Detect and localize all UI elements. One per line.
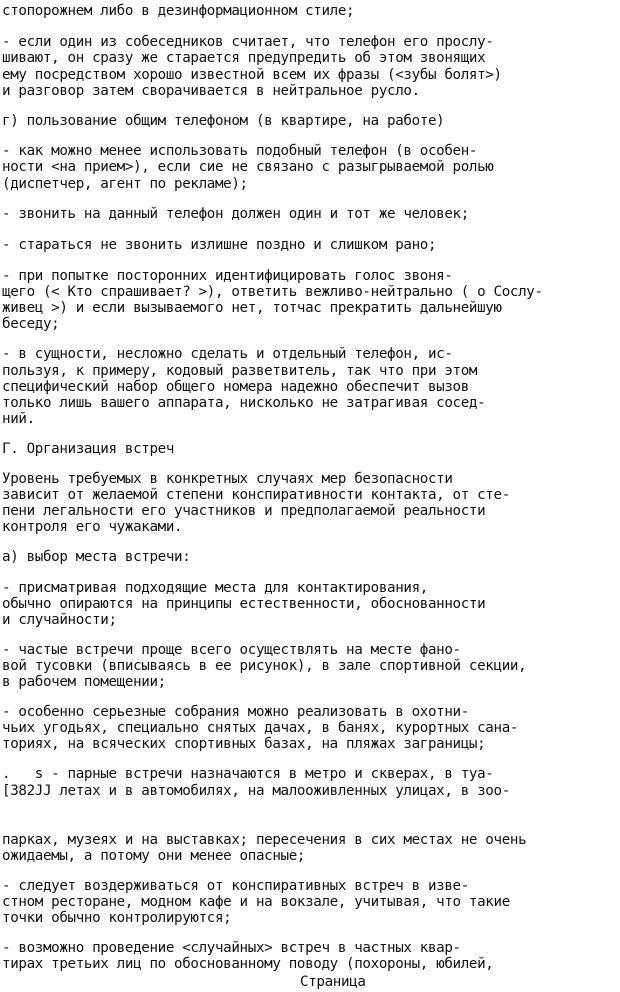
text-line: - частые встречи проще всего осуществлять на месте фано- xyxy=(2,642,461,658)
text-line: стном ресторане, модном кафе и на вокзале, учитывая, что такие xyxy=(2,894,510,910)
text-line: вой тусовки (вписываясь в ее рисунок), в зале спортивной секции, xyxy=(2,658,527,674)
text-line: пользуя, к примеру, кодовый разветвитель, так что при этом xyxy=(2,363,478,379)
text-line: ториях, на всяческих спортивных базах, на пляжах заграницы; xyxy=(2,736,486,752)
text-line: г) пользование общим телефоном (в квартире, на работе) xyxy=(2,113,445,129)
text-line: - присматривая подходящие места для контактирования, xyxy=(2,580,428,596)
text-line: контроля его чужаками. xyxy=(2,519,183,535)
text-line: ему посредством хорошо известной всем их фразы (<зубы болят>) xyxy=(2,67,502,83)
text-line: тирах третьих лиц по обоснованному поводу (похороны, юбилей, xyxy=(2,956,494,972)
text-line: ности <на прием>), если сие не связано с разыгрываемой ролью xyxy=(2,159,494,175)
text-line: чьих угодьях, специально снятых дачах, в банях, курортных сана- xyxy=(2,720,519,736)
section-heading: Г. Организация встреч xyxy=(2,441,175,457)
text-line: - звонить на данный телефон должен один и тот же человек; xyxy=(2,206,469,222)
text-line: ожидаемы, а потому они менее опасные; xyxy=(2,848,306,864)
text-line: ний. xyxy=(2,411,35,427)
text-line: - в сущности, несложно сделать и отдельный телефон, ис- xyxy=(2,346,453,362)
text-line: - как можно менее использовать подобный телефон (в особен- xyxy=(2,143,478,159)
text-line: Уровень требуемых в конкретных случаях мер безопасности xyxy=(2,471,453,487)
text-line: обычно опираются на принципы естественности, обоснованности xyxy=(2,596,486,612)
text-line: щего (< Кто спрашивает? >), ответить вежливо-нейтрально ( о Сослу- xyxy=(2,284,543,300)
text-line: - возможно проведение <случайных> встреч в частных квар- xyxy=(2,940,461,956)
page-footer-label: Страница xyxy=(300,974,366,990)
text-line: - стараться не звонить излишне поздно и слишком рано; xyxy=(2,237,437,253)
text-line: зависит от желаемой степени конспиративности контакта, от сте- xyxy=(2,487,510,503)
text-line: . s - парные встречи назначаются в метро и скверах, в туа- xyxy=(2,766,494,782)
text-line: - особенно серьезные собрания можно реализовать в охотни- xyxy=(2,704,469,720)
text-line: только лишь вашего аппарата, нисколько не затрагивая сосед- xyxy=(2,395,486,411)
text-line: точки обычно контролируются; xyxy=(2,910,232,926)
text-line: беседу; xyxy=(2,316,60,332)
text-line: - если один из собеседников считает, что телефон его прослу- xyxy=(2,34,494,50)
text-line: парках, музеях и на выставках; пересечения в сих местах не очень xyxy=(2,832,527,848)
text-line: специфический набор общего номера надежно обеспечит вызов xyxy=(2,379,469,395)
text-line: [382JJ летах и в автомобилях, на малооживленных улицах, в зоо- xyxy=(2,783,510,799)
text-line: - при попытке посторонних идентифицировать голос звоня- xyxy=(2,268,453,284)
text-line: (диспетчер, агент по рекламе); xyxy=(2,176,248,192)
text-line: живец >) и если вызываемого нет, тотчас прекратить дальнейшую xyxy=(2,300,502,316)
text-line: пени легальности его участников и предполагаемой реальности xyxy=(2,503,486,519)
text-line: и разговор затем сворачивается в нейтральное русло. xyxy=(2,83,420,99)
text-line: стопорожнем либо в дезинформационном стиле; xyxy=(2,3,355,19)
text-line: шивают, он сразу же старается предупредить об этом звонящих xyxy=(2,50,486,66)
text-line: а) выбор места встречи: xyxy=(2,549,191,565)
text-line: - следует воздерживаться от конспиративных встреч в изве- xyxy=(2,878,469,894)
text-line: в рабочем помещении; xyxy=(2,674,166,690)
text-line: и случайности; xyxy=(2,612,117,628)
